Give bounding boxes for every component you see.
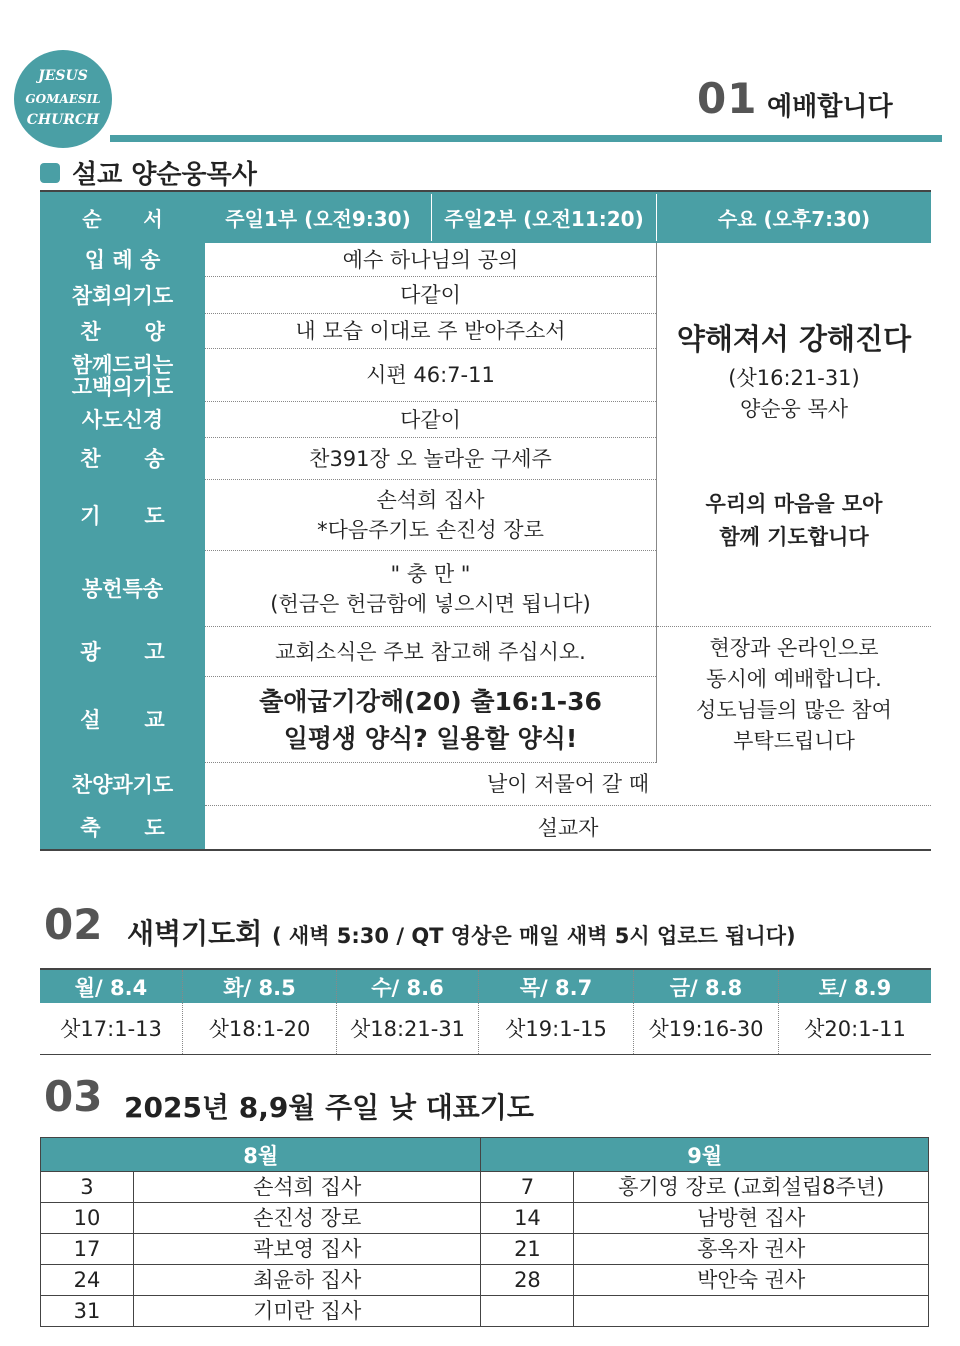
reading-monday: 삿17:1-13 — [60, 1016, 162, 1041]
label-sermon: 설 교 — [80, 708, 165, 732]
aug-name: 곽보영 집사 — [133, 1234, 481, 1265]
day-friday: 금/ 8.8 — [669, 975, 743, 1000]
notice-line: 동시에 예배합니다. — [706, 667, 882, 691]
reading-saturday: 삿20:1-11 — [804, 1016, 906, 1041]
header-order: 순 서 — [82, 207, 163, 231]
table-row — [41, 1296, 929, 1327]
logo-line-1: JESUS — [38, 68, 88, 84]
benediction-value: 설교자 — [537, 815, 599, 840]
aug-date: 10 — [41, 1203, 134, 1234]
apostles-creed-value: 다같이 — [205, 402, 656, 438]
section-number-03: 03 — [44, 1072, 103, 1121]
aug-name: 기미란 집사 — [133, 1296, 481, 1327]
sep-date — [481, 1296, 574, 1327]
reading-tuesday: 삿18:1-20 — [208, 1016, 311, 1041]
offering-note: (헌금은 헌금함에 넣으시면 됩니다) — [270, 591, 591, 616]
table-row — [41, 1172, 929, 1203]
wednesday-preacher: 양순웅 목사 — [739, 397, 849, 421]
dawn-prayer-title: 새벽기도회 — [127, 917, 263, 950]
next-prayer-leader: *다음주기도 손진성 장로 — [317, 518, 544, 542]
confession-prayer-value: 시편 46:7-11 — [205, 349, 656, 402]
august-header: 8월 — [41, 1138, 481, 1172]
label-praise: 찬 양 — [80, 319, 165, 344]
section-number-02: 02 — [44, 900, 103, 949]
header-wednesday: 수요 (오후7:30) — [717, 207, 871, 231]
label-praise-and-prayer: 찬양과기도 — [71, 772, 174, 797]
sep-date: 28 — [481, 1265, 574, 1296]
table-row — [41, 1234, 929, 1265]
dawn-prayer-subtitle: ( 새벽 5:30 / QT 영상은 매일 새벽 5시 업로드 됩니다) — [272, 924, 796, 948]
day-tuesday: 화/ 8.5 — [223, 975, 296, 1000]
label-line: 고백의기도 — [71, 374, 174, 399]
label-repentance-prayer: 참회의기도 — [71, 283, 174, 308]
day-monday: 월/ 8.4 — [74, 975, 148, 1000]
aug-name: 손진성 장로 — [133, 1203, 481, 1234]
special-song-title: " 충 만 " — [390, 561, 471, 586]
label-prayer: 기 도 — [80, 503, 165, 528]
page-title: 예배합니다 — [767, 92, 893, 122]
praise-value: 내 모습 이대로 주 받아주소서 — [205, 314, 656, 349]
notice-line: 부탁드립니다 — [733, 729, 855, 753]
sep-name — [574, 1296, 929, 1327]
prayer-value — [205, 480, 656, 551]
schedule-bottom-rule — [40, 1054, 931, 1055]
praise-and-prayer-value: 날이 저물어 갈 때 — [205, 763, 931, 806]
logo-line-2: GOMAESIL — [25, 92, 101, 106]
notice-line: 현장과 온라인으로 — [709, 636, 879, 660]
hymn-value: 찬391장 오 놀라운 구세주 — [205, 438, 656, 480]
announcements-value: 교회소식은 주보 참고해 주십시오. — [205, 627, 656, 677]
prayer-leader: 손석희 집사 — [376, 488, 485, 512]
reading-thursday: 삿19:1-15 — [505, 1016, 607, 1041]
day-wednesday: 수/ 8.6 — [371, 975, 444, 1000]
section-number-01: 01 — [697, 74, 758, 123]
sermon-value — [205, 677, 656, 763]
aug-name: 손석희 집사 — [133, 1172, 481, 1203]
wednesday-prayer-line: 우리의 마음을 모아 — [705, 492, 883, 516]
header-sunday-1: 주일1부 (오전9:30) — [225, 207, 411, 231]
sep-date: 14 — [481, 1203, 574, 1234]
reading-wednesday: 삿18:21-31 — [349, 1016, 466, 1041]
church-logo — [14, 50, 112, 148]
dawn-prayer-heading — [127, 912, 796, 952]
sep-name: 홍기영 장로 (교회설립8주년) — [574, 1172, 929, 1203]
sep-date: 21 — [481, 1234, 574, 1265]
table-row — [41, 1265, 929, 1296]
september-header: 9월 — [481, 1138, 929, 1172]
repentance-prayer-value: 다같이 — [205, 277, 656, 314]
label-apostles-creed: 사도신경 — [81, 408, 164, 432]
aug-date: 24 — [41, 1265, 134, 1296]
aug-name: 최윤하 집사 — [133, 1265, 481, 1296]
aug-date: 17 — [41, 1234, 134, 1265]
table-row — [41, 1203, 929, 1234]
aug-date: 31 — [41, 1296, 134, 1327]
header-sunday-2: 주일2부 (오전11:20) — [444, 207, 644, 231]
day-saturday: 토/ 8.9 — [818, 975, 892, 1000]
aug-date: 3 — [41, 1172, 134, 1203]
sep-date: 7 — [481, 1172, 574, 1203]
sermon-series: 출애굽기강해(20) 출16:1-36 — [259, 686, 602, 716]
sermon-heading — [40, 154, 257, 191]
label-line: 함께드리는 — [71, 352, 174, 377]
sep-name: 남방현 집사 — [574, 1203, 929, 1234]
label-announcements: 광 고 — [80, 640, 165, 664]
sermon-heading-text: 설교 양순웅목사 — [72, 160, 257, 190]
sep-name: 홍옥자 권사 — [574, 1234, 929, 1265]
representative-prayer-table — [40, 1137, 929, 1327]
table-bottom-rule — [40, 849, 931, 851]
representative-prayer-title: 2025년 8,9월 주일 낮 대표기도 — [124, 1091, 534, 1124]
label-confession-prayer — [40, 349, 205, 402]
sermon-title: 일평생 양식? 일용할 양식! — [283, 723, 578, 753]
wednesday-sermon-title: 약해져서 강해진다 — [676, 322, 912, 356]
wednesday-service — [657, 243, 931, 627]
notice-line: 성도님들의 많은 참여 — [696, 698, 892, 722]
label-entrance-hymn: 입 례 송 — [84, 248, 161, 272]
reading-friday: 삿19:16-30 — [648, 1016, 764, 1041]
label-benediction: 축 도 — [80, 815, 165, 840]
entrance-hymn-value: 예수 하나님의 공의 — [205, 243, 656, 277]
label-offering-special: 봉헌특송 — [81, 577, 164, 601]
square-bullet-icon — [40, 163, 60, 183]
logo-line-3: CHURCH — [26, 112, 100, 128]
table-header-row — [41, 1138, 929, 1172]
wednesday-passage: (삿16:21-31) — [728, 366, 860, 390]
label-hymn: 찬 송 — [80, 447, 165, 471]
wednesday-notice — [657, 627, 931, 763]
header-rule — [110, 135, 942, 142]
wednesday-prayer-line: 함께 기도합니다 — [719, 525, 869, 549]
day-thursday: 목/ 8.7 — [519, 975, 593, 1000]
offering-special-value — [205, 551, 656, 627]
sep-name: 박안숙 권사 — [574, 1265, 929, 1296]
